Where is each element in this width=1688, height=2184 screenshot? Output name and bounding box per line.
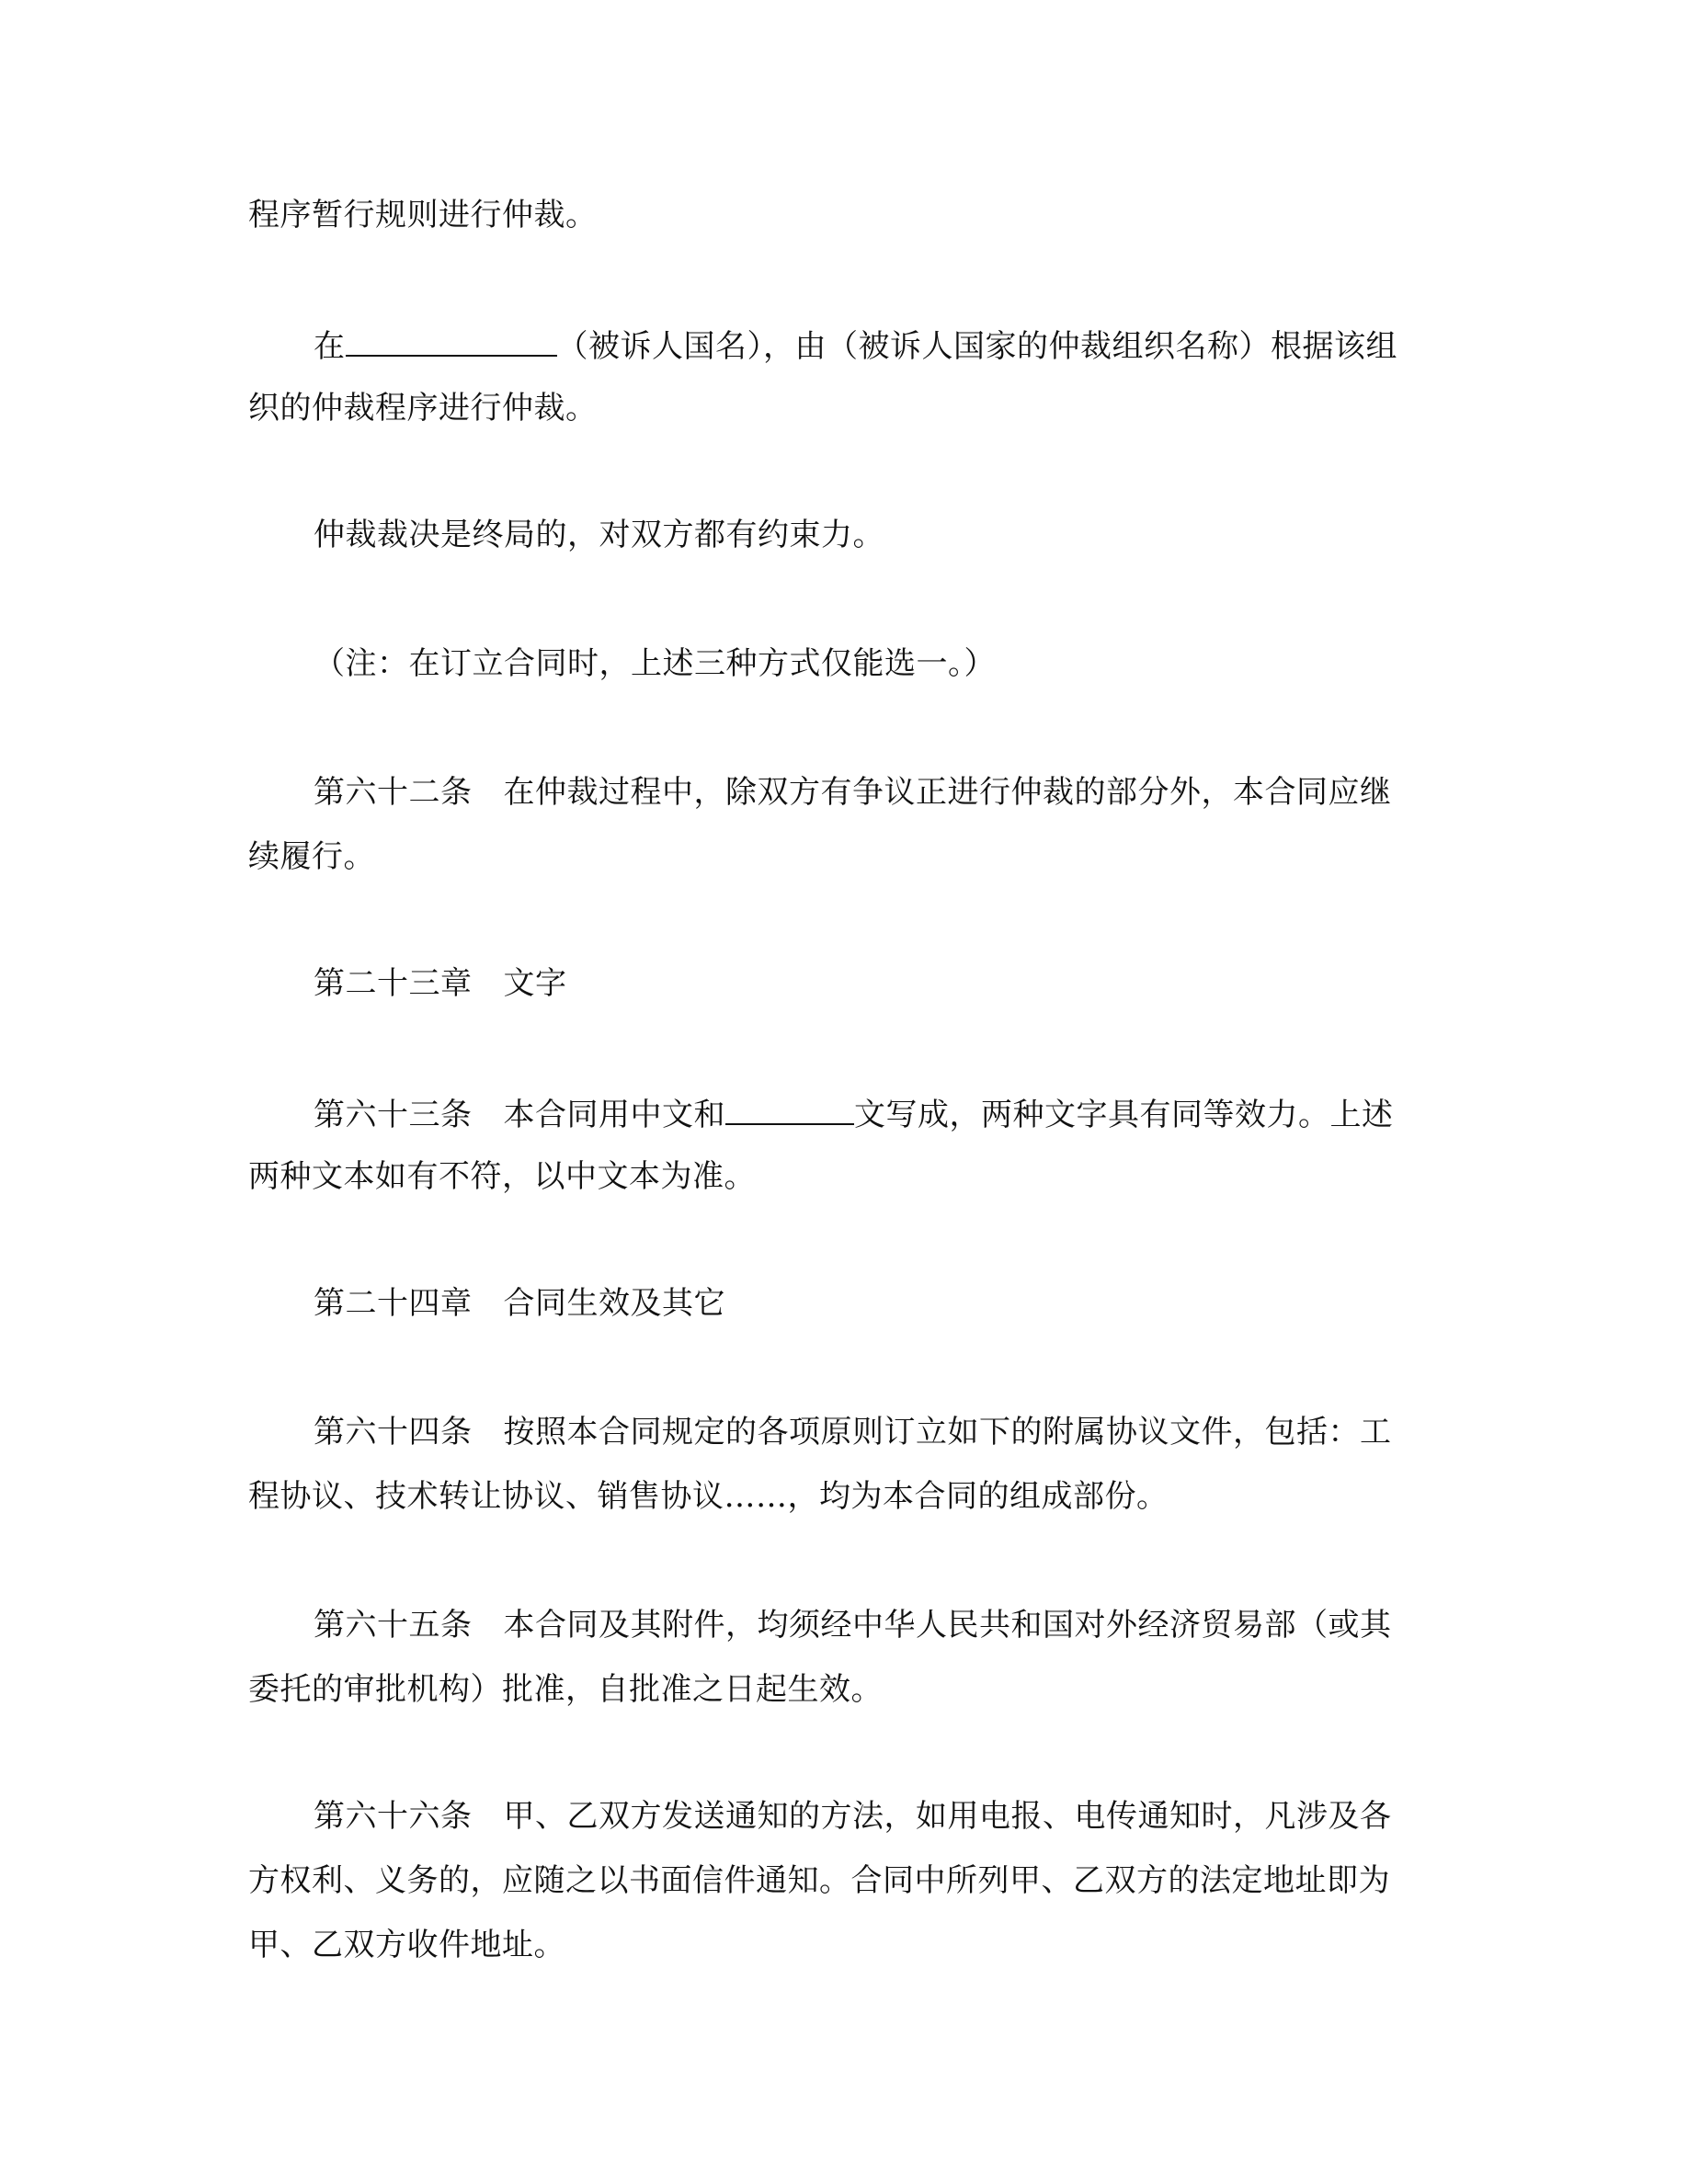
- chapter-title: 文字: [503, 965, 567, 1002]
- text-line: 程序暂行规则进行仲裁。: [248, 197, 598, 233]
- text-line: 织的仲裁程序进行仲裁。: [248, 390, 598, 427]
- text-line: 仲裁裁决是终局的，对双方都有约束力。: [314, 517, 884, 553]
- article-65: 第六十五条 本合同及其附件，均须经中华人民共和国对外经济贸易部（或其: [314, 1607, 1392, 1644]
- article-number: 第六十四条: [314, 1414, 473, 1450]
- article-number: 第六十三条: [314, 1097, 473, 1133]
- chapter-number: 第二十三章: [314, 965, 473, 1002]
- chapter-number: 第二十四章: [314, 1285, 473, 1322]
- article-64: 第六十四条 按照本合同规定的各项原则订立如下的附属协议文件，包括：工: [314, 1414, 1392, 1450]
- text-line: 方权利、义务的，应随之以书面信件通知。合同中所列甲、乙双方的法定地址即为: [248, 1862, 1390, 1899]
- article-number: 第六十二条: [314, 774, 473, 811]
- article-number: 第六十五条: [314, 1607, 473, 1644]
- text-line: 两种文本如有不符，以中文本为准。: [248, 1158, 756, 1195]
- article-number: 第六十六条: [314, 1798, 473, 1835]
- text-line: 甲、乙双方收件地址。: [248, 1927, 565, 1963]
- text-line: 程协议、技术转让协议、销售协议……，均为本合同的组成部份。: [248, 1478, 1169, 1515]
- chapter-23-heading: [314, 963, 567, 1004]
- article-66: 第六十六条 甲、乙双方发送通知的方法，如用电报、电传通知时，凡涉及各: [314, 1798, 1392, 1835]
- text-line: 在 （被诉人国名），由（被诉人国家的仲裁组织名称）根据该组: [314, 324, 1397, 367]
- fill-in-blank: [346, 324, 557, 357]
- article-62: 第六十二条 在仲裁过程中，除双方有争议正进行仲裁的部分外，本合同应继: [314, 774, 1392, 811]
- article-63: 第六十三条 本合同用中文和 文写成，两种文字具有同等效力。上述: [314, 1092, 1394, 1135]
- text-line: 委托的审批机构）批准，自批准之日起生效。: [248, 1671, 883, 1708]
- chapter-24-heading: [314, 1283, 725, 1324]
- note-line: （注：在订立合同时，上述三种方式仅能选一。）: [314, 645, 996, 682]
- chapter-title: 合同生效及其它: [503, 1285, 725, 1322]
- fill-in-blank: [725, 1092, 854, 1125]
- text-line: 续履行。: [248, 838, 375, 875]
